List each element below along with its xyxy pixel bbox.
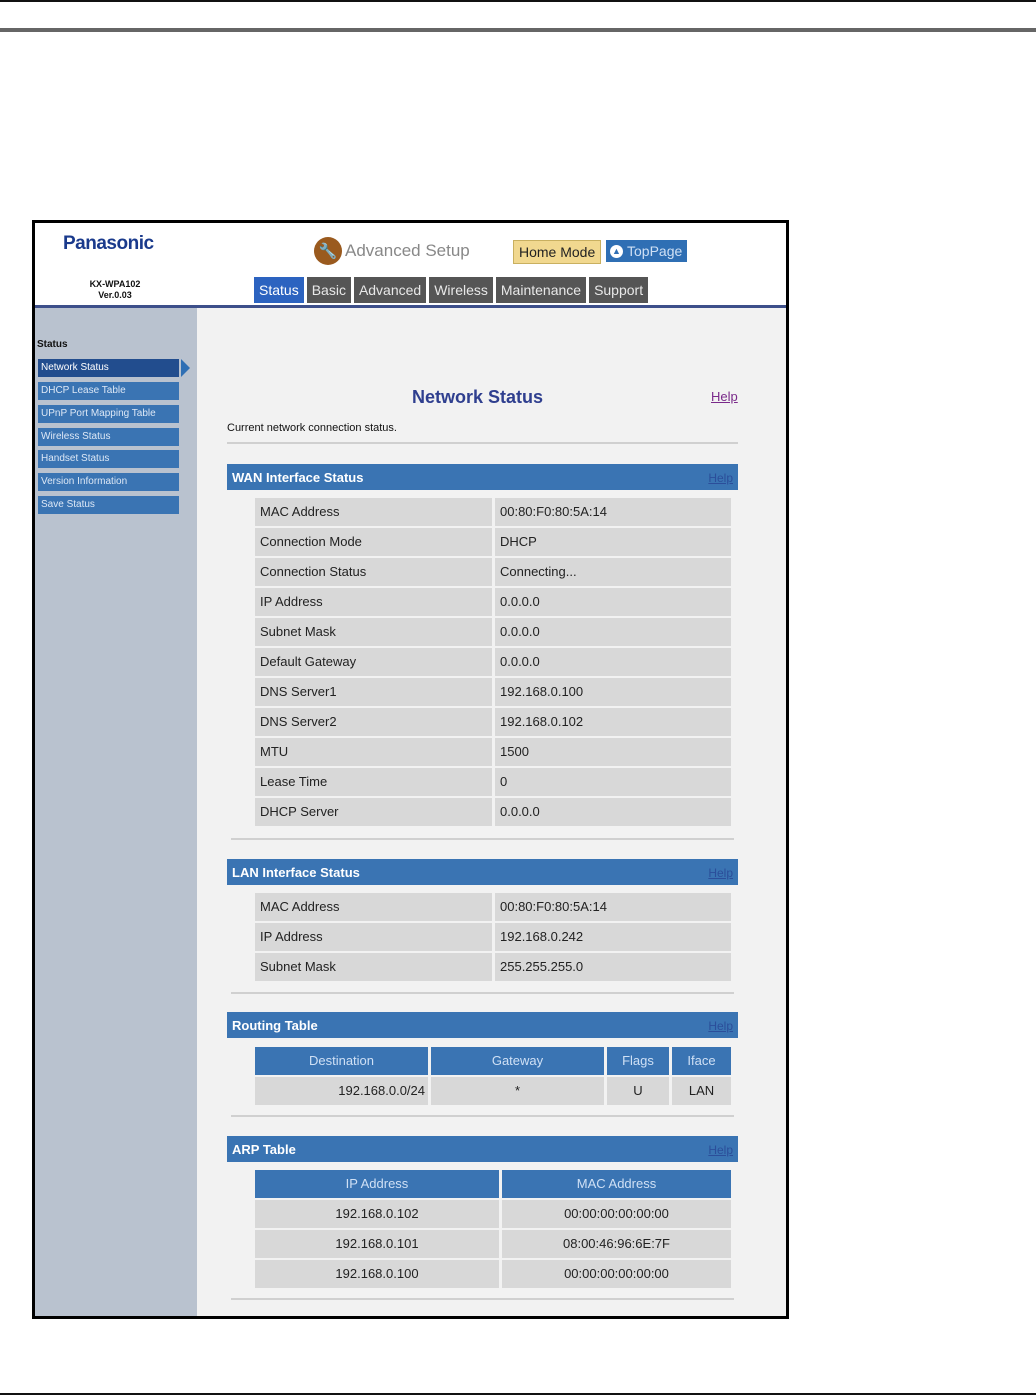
lan-status-table — [255, 893, 731, 983]
table-row — [255, 1230, 731, 1258]
row-value: 0.0.0.0 — [495, 798, 731, 826]
tab-support[interactable]: Support — [589, 277, 648, 303]
row-value: 0.0.0.0 — [495, 588, 731, 616]
routing-table — [255, 1047, 731, 1107]
table-row — [255, 1260, 731, 1288]
arp-help-link[interactable]: Help — [708, 1143, 733, 1157]
cell-ip-address: 192.168.0.102 — [255, 1200, 499, 1228]
cell-destination: 192.168.0.0/24 — [255, 1077, 428, 1105]
cell-ip-address: 192.168.0.100 — [255, 1260, 499, 1288]
divider — [231, 992, 734, 994]
cell-flags: U — [607, 1077, 669, 1105]
wan-status-table — [255, 498, 731, 828]
row-value: 0.0.0.0 — [495, 618, 731, 646]
cell-iface: LAN — [672, 1077, 731, 1105]
cell-mac-address: 00:00:00:00:00:00 — [502, 1200, 731, 1228]
sidebar-title: Status — [37, 339, 68, 350]
divider — [231, 1115, 734, 1117]
sidebar-item-wireless-status[interactable]: Wireless Status — [38, 428, 179, 446]
row-label: Subnet Mask — [255, 953, 492, 981]
table-row — [255, 738, 731, 766]
table-row — [255, 678, 731, 706]
table-row — [255, 588, 731, 616]
row-value: 192.168.0.102 — [495, 708, 731, 736]
routing-help-link[interactable]: Help — [708, 1019, 733, 1033]
col-header-mac-address: MAC Address — [502, 1170, 731, 1198]
toppage-button[interactable] — [606, 240, 687, 262]
table-row — [255, 648, 731, 676]
arp-section-header — [227, 1136, 738, 1162]
row-value: 255.255.255.0 — [495, 953, 731, 981]
routing-section-header — [227, 1012, 738, 1038]
divider — [227, 442, 738, 444]
row-label: DNS Server1 — [255, 678, 492, 706]
arrow-up-circle-icon: ▲ — [610, 245, 623, 258]
table-row — [255, 618, 731, 646]
sidebar-item-version-information[interactable]: Version Information — [38, 473, 179, 491]
col-header-destination: Destination — [255, 1047, 428, 1075]
divider — [231, 838, 734, 840]
table-row — [255, 558, 731, 586]
row-value: 192.168.0.242 — [495, 923, 731, 951]
row-label: Default Gateway — [255, 648, 492, 676]
header — [35, 223, 786, 307]
col-header-gateway: Gateway — [431, 1047, 604, 1075]
table-header-row — [255, 1047, 731, 1075]
cell-gateway: * — [431, 1077, 604, 1105]
table-row — [255, 923, 731, 951]
home-mode-button[interactable]: Home Mode — [513, 240, 601, 264]
table-row — [255, 528, 731, 556]
advanced-setup-heading — [314, 237, 470, 265]
brand-logo[interactable]: Panasonic — [63, 233, 154, 254]
row-label: IP Address — [255, 923, 492, 951]
page-header-bar — [0, 28, 1036, 32]
cell-mac-address: 08:00:46:96:6E:7F — [502, 1230, 731, 1258]
arp-table — [255, 1170, 731, 1290]
main-tabs — [254, 277, 648, 303]
table-row — [255, 1077, 731, 1105]
table-row — [255, 1200, 731, 1228]
arp-section-title: ARP Table — [232, 1142, 296, 1157]
cell-ip-address: 192.168.0.101 — [255, 1230, 499, 1258]
col-header-flags: Flags — [607, 1047, 669, 1075]
sidebar-item-handset-status[interactable]: Handset Status — [38, 450, 179, 468]
wan-help-link[interactable]: Help — [708, 471, 733, 485]
col-header-iface: Iface — [672, 1047, 731, 1075]
row-label: Connection Mode — [255, 528, 492, 556]
divider — [231, 1298, 734, 1300]
wrench-icon: 🔧 — [314, 237, 342, 265]
tab-status[interactable]: Status — [254, 277, 304, 303]
col-header-ip-address: IP Address — [255, 1170, 499, 1198]
table-row — [255, 798, 731, 826]
tab-basic[interactable]: Basic — [307, 277, 351, 303]
model-info — [65, 279, 165, 301]
page-top-rule — [0, 0, 1036, 2]
row-value: 0.0.0.0 — [495, 648, 731, 676]
page-description: Current network connection status. — [227, 422, 397, 434]
row-label: Connection Status — [255, 558, 492, 586]
row-label: DHCP Server — [255, 798, 492, 826]
row-label: IP Address — [255, 588, 492, 616]
row-label: Lease Time — [255, 768, 492, 796]
row-value: 192.168.0.100 — [495, 678, 731, 706]
table-row — [255, 893, 731, 921]
row-value: 00:80:F0:80:5A:14 — [495, 498, 731, 526]
help-link[interactable]: Help — [711, 389, 738, 404]
cell-mac-address: 00:00:00:00:00:00 — [502, 1260, 731, 1288]
lan-help-link[interactable]: Help — [708, 866, 733, 880]
table-header-row — [255, 1170, 731, 1198]
sidebar-item-network-status[interactable]: Network Status — [38, 359, 179, 377]
routing-section-title: Routing Table — [232, 1018, 318, 1033]
table-row — [255, 498, 731, 526]
sidebar-item-dhcp-lease-table[interactable]: DHCP Lease Table — [38, 382, 179, 400]
toppage-label: TopPage — [627, 243, 683, 259]
screenshot-frame — [32, 220, 789, 1319]
row-label: MAC Address — [255, 498, 492, 526]
row-value: 00:80:F0:80:5A:14 — [495, 893, 731, 921]
firmware-version: Ver.0.03 — [98, 290, 132, 300]
wan-section-header — [227, 464, 738, 490]
row-label: MAC Address — [255, 893, 492, 921]
row-value: Connecting... — [495, 558, 731, 586]
tab-wireless[interactable]: Wireless — [429, 277, 493, 303]
lan-section-header — [227, 859, 738, 885]
table-row — [255, 768, 731, 796]
sidebar-item-upnp-port-mapping[interactable]: UPnP Port Mapping Table — [38, 405, 179, 423]
model-name: KX-WPA102 — [89, 279, 141, 289]
sidebar-item-save-status[interactable]: Save Status — [38, 496, 179, 514]
page-title: Network Status — [412, 387, 544, 407]
page-bottom-rule — [0, 1393, 1036, 1395]
tab-advanced[interactable]: Advanced — [354, 277, 426, 303]
row-label: MTU — [255, 738, 492, 766]
sidebar — [35, 308, 197, 1318]
row-value: 1500 — [495, 738, 731, 766]
row-value: DHCP — [495, 528, 731, 556]
tab-maintenance[interactable]: Maintenance — [496, 277, 586, 303]
lan-section-title: LAN Interface Status — [232, 865, 360, 880]
table-row — [255, 953, 731, 981]
row-label: DNS Server2 — [255, 708, 492, 736]
row-value: 0 — [495, 768, 731, 796]
active-item-arrow-icon — [181, 359, 190, 377]
main-content — [197, 308, 786, 1318]
wan-section-title: WAN Interface Status — [232, 470, 364, 485]
row-label: Subnet Mask — [255, 618, 492, 646]
table-row — [255, 708, 731, 736]
advanced-setup-label: Advanced Setup — [345, 241, 470, 260]
